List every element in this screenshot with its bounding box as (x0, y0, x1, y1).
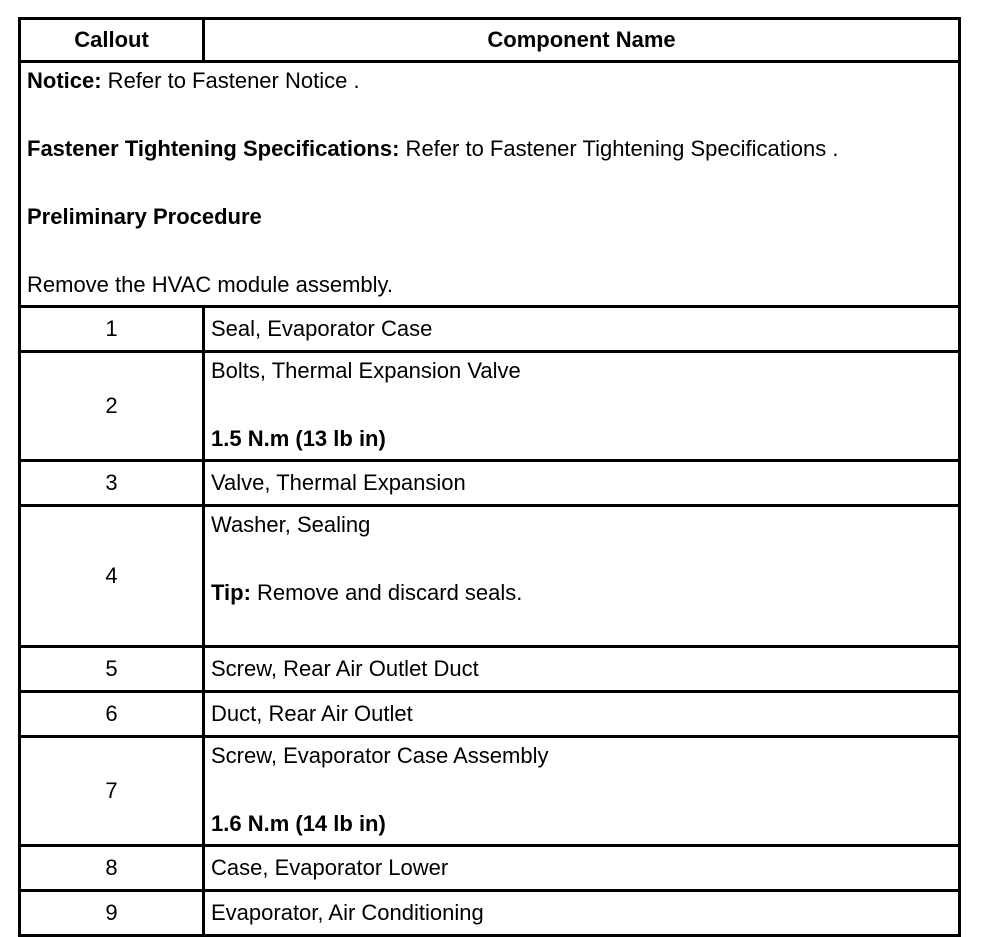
fastener-spec-text: Refer to Fastener Tightening Specifications . (399, 136, 839, 161)
torque-spec-text: 1.6 N.m (14 lb in) (211, 811, 386, 836)
tip-line (211, 581, 952, 605)
component-name-column-header: Component Name (204, 19, 960, 62)
table-row (20, 737, 960, 846)
component-name-cell (204, 352, 960, 461)
callout-cell: 9 (20, 891, 204, 936)
intro-spacer (27, 93, 952, 137)
intro-spacer (27, 161, 952, 205)
component-name-cell: Screw, Rear Air Outlet Duct (204, 647, 960, 692)
intro-row (20, 62, 960, 307)
table-row (20, 891, 960, 936)
cell-spacer (211, 537, 952, 581)
cell-spacer (211, 768, 952, 812)
component-name-cell: Evaporator, Air Conditioning (204, 891, 960, 936)
callout-cell: 8 (20, 846, 204, 891)
preliminary-text: Remove the HVAC module assembly. (27, 272, 393, 297)
notice-label: Notice: (27, 68, 102, 93)
table-row (20, 352, 960, 461)
component-name-cell: Duct, Rear Air Outlet (204, 692, 960, 737)
tip-label: Tip: (211, 580, 251, 605)
callout-cell: 2 (20, 352, 204, 461)
component-name-cell: Case, Evaporator Lower (204, 846, 960, 891)
component-name-text: Bolts, Thermal Expansion Valve (211, 358, 521, 383)
component-name-cell: Seal, Evaporator Case (204, 307, 960, 352)
header-row (20, 19, 960, 62)
table-row (20, 506, 960, 647)
preliminary-heading (27, 205, 952, 229)
fastener-spec-label: Fastener Tightening Specifications: (27, 136, 400, 161)
notice-line (27, 69, 952, 93)
torque-spec (211, 427, 952, 451)
table-row (20, 692, 960, 737)
cell-spacer (211, 383, 952, 427)
component-name-cell (204, 506, 960, 647)
tip-text: Remove and discard seals. (250, 580, 523, 605)
callout-cell: 4 (20, 506, 204, 647)
callout-column-header: Callout (20, 19, 204, 62)
callout-cell: 7 (20, 737, 204, 846)
table-row (20, 846, 960, 891)
component-table (18, 17, 961, 937)
preliminary-heading-text: Preliminary Procedure (27, 204, 262, 229)
intro-spacer (27, 229, 952, 273)
fastener-spec-line (27, 137, 952, 161)
callout-cell: 5 (20, 647, 204, 692)
callout-cell: 3 (20, 461, 204, 506)
notice-text: Refer to Fastener Notice . (101, 68, 360, 93)
table-row (20, 307, 960, 352)
component-name-cell (204, 737, 960, 846)
intro-cell (20, 62, 960, 307)
component-name-text: Screw, Evaporator Case Assembly (211, 743, 549, 768)
component-name-cell: Valve, Thermal Expansion (204, 461, 960, 506)
callout-cell: 6 (20, 692, 204, 737)
torque-spec (211, 812, 952, 836)
callout-cell: 1 (20, 307, 204, 352)
component-name-text: Washer, Sealing (211, 512, 371, 537)
table-row (20, 461, 960, 506)
component-table-container (18, 17, 958, 937)
torque-spec-text: 1.5 N.m (13 lb in) (211, 426, 386, 451)
table-row (20, 647, 960, 692)
